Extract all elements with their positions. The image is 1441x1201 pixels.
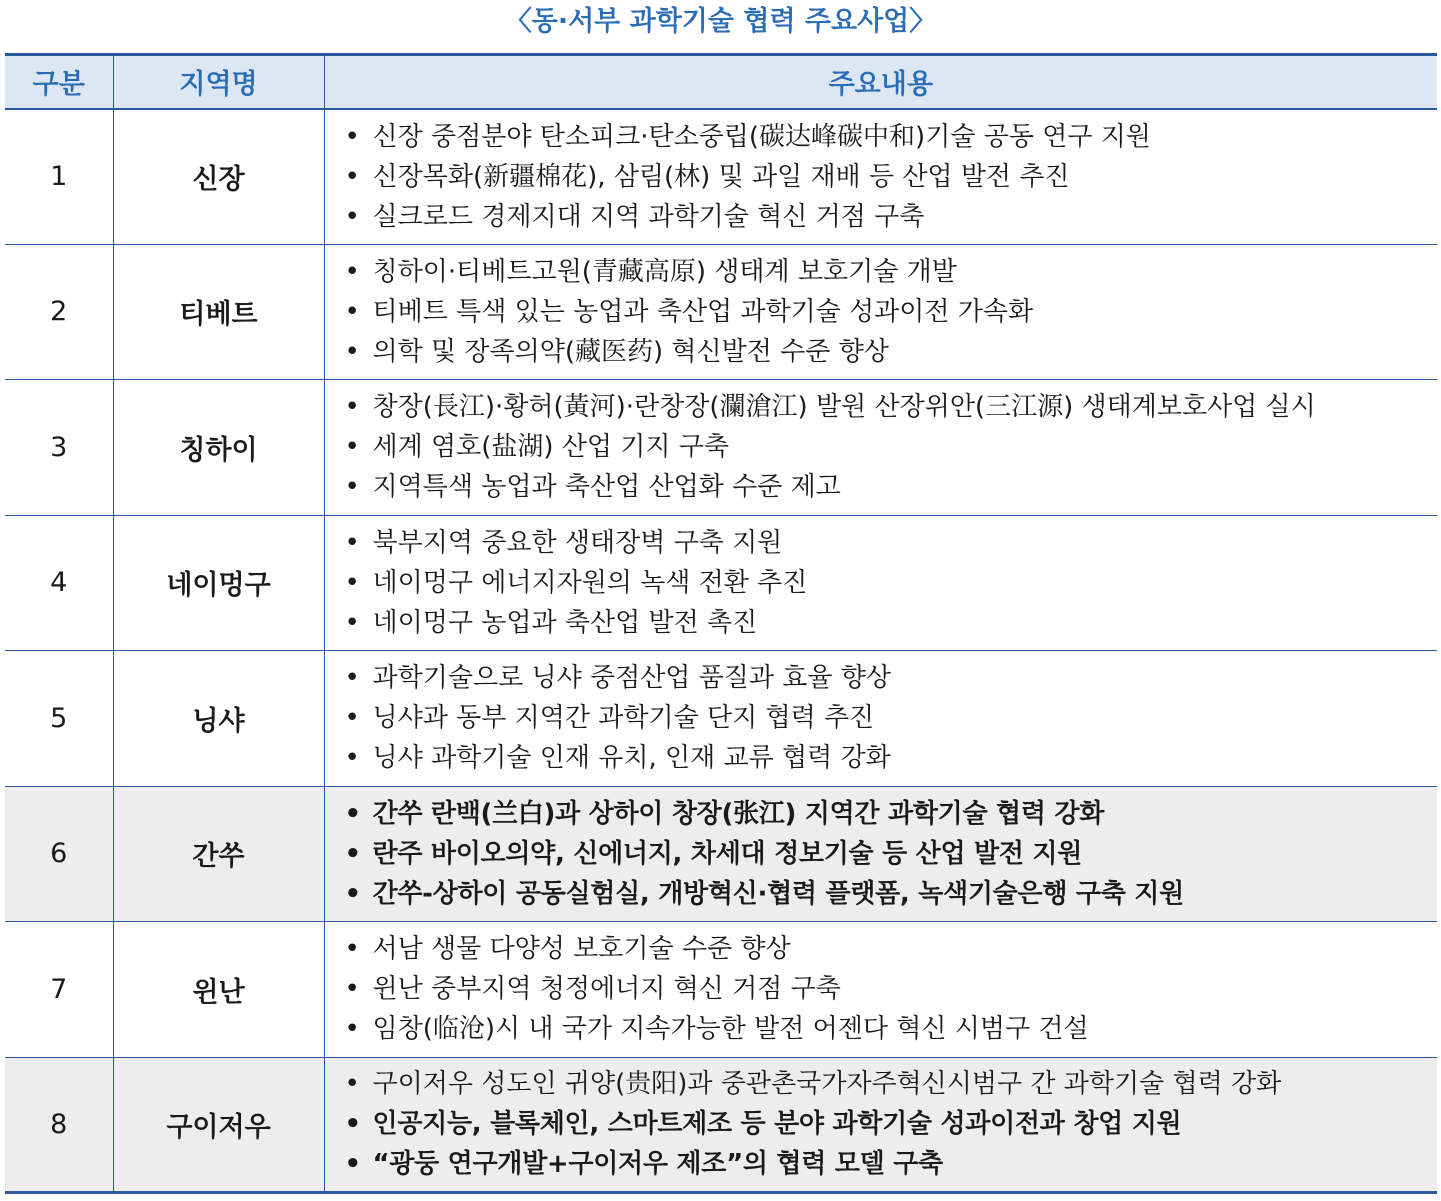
content-list bbox=[325, 523, 1438, 643]
content-list bbox=[325, 387, 1438, 507]
cooperation-projects-table bbox=[5, 53, 1437, 1194]
region-name: 네이멍구 bbox=[113, 515, 324, 651]
header-main-content: 주요내용 bbox=[324, 55, 1437, 109]
region-name: 칭하이 bbox=[113, 380, 324, 516]
content-list bbox=[325, 252, 1438, 372]
content-list bbox=[325, 1064, 1438, 1184]
region-name: 신장 bbox=[113, 109, 324, 245]
table-row bbox=[5, 515, 1437, 651]
row-number: 2 bbox=[5, 244, 113, 380]
list-item: • 실크로드 경제지대 지역 과학기술 혁신 거점 구축 bbox=[339, 197, 1438, 237]
table-title: 〈동·서부 과학기술 협력 주요사업〉 bbox=[504, 6, 937, 37]
list-item: • 지역특색 농업과 축산업 산업화 수준 제고 bbox=[339, 467, 1438, 507]
main-content-cell bbox=[324, 922, 1437, 1058]
header-region: 지역명 bbox=[113, 55, 324, 109]
list-item: • 신장 중점분야 탄소피크·탄소중립(碳达峰碳中和)기술 공동 연구 지원 bbox=[339, 117, 1438, 157]
table-row bbox=[5, 380, 1437, 516]
main-content-cell bbox=[324, 244, 1437, 380]
list-item: • 인공지능, 블록체인, 스마트제조 등 분야 과학기술 성과이전과 창업 지원 bbox=[339, 1104, 1438, 1144]
main-content-cell bbox=[324, 1057, 1437, 1193]
content-list bbox=[325, 117, 1438, 237]
main-content-cell bbox=[324, 380, 1437, 516]
region-name: 간쑤 bbox=[113, 786, 324, 922]
list-item: • 네이멍구 농업과 축산업 발전 촉진 bbox=[339, 603, 1438, 643]
list-item: • 신장목화(新疆棉花), 삼림(林) 및 과일 재배 등 산업 발전 추진 bbox=[339, 157, 1438, 197]
row-number: 3 bbox=[5, 380, 113, 516]
header-category: 구분 bbox=[5, 55, 113, 109]
table-header-row bbox=[5, 55, 1437, 109]
main-content-cell bbox=[324, 651, 1437, 787]
row-number: 4 bbox=[5, 515, 113, 651]
list-item: • 닝샤과 동부 지역간 과학기술 단지 협력 추진 bbox=[339, 698, 1438, 738]
main-content-cell bbox=[324, 515, 1437, 651]
content-list bbox=[325, 929, 1438, 1049]
main-content-cell bbox=[324, 109, 1437, 245]
region-name: 티베트 bbox=[113, 244, 324, 380]
list-item: • 과학기술으로 닝샤 중점산업 품질과 효율 향상 bbox=[339, 658, 1438, 698]
list-item: • 네이멍구 에너지자원의 녹색 전환 추진 bbox=[339, 563, 1438, 603]
content-list bbox=[325, 658, 1438, 778]
list-item: • 닝샤 과학기술 인재 유치, 인재 교류 협력 강화 bbox=[339, 738, 1438, 778]
list-item: • 창장(長江)·황허(黃河)·란창장(瀾滄江) 발원 산장위안(三江源) 생태계보호사업 실시 bbox=[339, 387, 1438, 427]
table-row bbox=[5, 922, 1437, 1058]
list-item: • 란주 바이오의약, 신에너지, 차세대 정보기술 등 산업 발전 지원 bbox=[339, 834, 1438, 874]
row-number: 6 bbox=[5, 786, 113, 922]
list-item: • 윈난 중부지역 청정에너지 혁신 거점 구축 bbox=[339, 969, 1438, 1009]
main-content-cell bbox=[324, 786, 1437, 922]
list-item: • 의학 및 장족의약(藏医药) 혁신발전 수준 향상 bbox=[339, 332, 1438, 372]
list-item: • 북부지역 중요한 생태장벽 구축 지원 bbox=[339, 523, 1438, 563]
list-item: • 간쑤 란백(兰白)과 상하이 창장(张江) 지역간 과학기술 협력 강화 bbox=[339, 794, 1438, 834]
list-item: • 구이저우 성도인 귀양(贵阳)과 중관촌국가자주혁신시범구 간 과학기술 협력 강화 bbox=[339, 1064, 1438, 1104]
row-number: 8 bbox=[5, 1057, 113, 1193]
list-item: • 칭하이·티베트고원(青藏高原) 생태계 보호기술 개발 bbox=[339, 252, 1438, 292]
list-item: • 세계 염호(盐湖) 산업 기지 구축 bbox=[339, 427, 1438, 467]
table-row bbox=[5, 786, 1437, 922]
row-number: 1 bbox=[5, 109, 113, 245]
list-item: • 임창(临沧)시 내 국가 지속가능한 발전 어젠다 혁신 시범구 건설 bbox=[339, 1009, 1438, 1049]
list-item: • 간쑤-상하이 공동실험실, 개방혁신·협력 플랫폼, 녹색기술은행 구축 지원 bbox=[339, 874, 1438, 914]
region-name: 닝샤 bbox=[113, 651, 324, 787]
table-row bbox=[5, 244, 1437, 380]
table-row bbox=[5, 109, 1437, 245]
table-row bbox=[5, 1057, 1437, 1193]
list-item: • 티베트 특색 있는 농업과 축산업 과학기술 성과이전 가속화 bbox=[339, 292, 1438, 332]
table-row bbox=[5, 651, 1437, 787]
list-item: • “광둥 연구개발+구이저우 제조”의 협력 모델 구축 bbox=[339, 1144, 1438, 1184]
content-list bbox=[325, 794, 1438, 914]
region-name: 구이저우 bbox=[113, 1057, 324, 1193]
region-name: 윈난 bbox=[113, 922, 324, 1058]
row-number: 7 bbox=[5, 922, 113, 1058]
list-item: • 서남 생물 다양성 보호기술 수준 향상 bbox=[339, 929, 1438, 969]
row-number: 5 bbox=[5, 651, 113, 787]
